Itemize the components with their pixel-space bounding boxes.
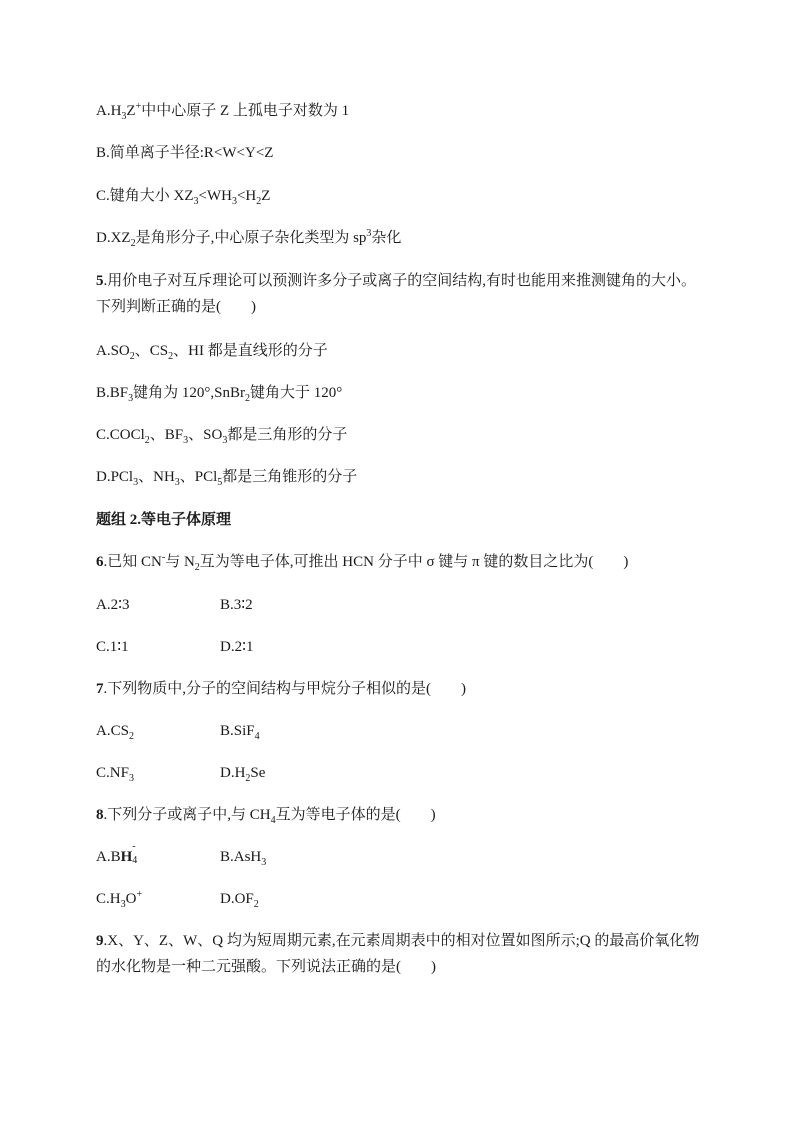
q5-option-c: C.COCl$_2$、$BF_3$、$SO_3$都是三角形的分子 <box>96 427 348 446</box>
q6-option-b: B.3∶2 <box>220 597 253 613</box>
q6-option-c: C.1∶1 <box>96 639 129 655</box>
question-number: 6 <box>96 554 104 570</box>
q8-option-b: B.AsH$_3$ <box>220 849 267 868</box>
q8-options-row-1 <box>96 841 704 868</box>
q5-stem: 5.用价电子对互斥理论可以预测许多分子或离子的空间结构,有时也能用来推测键角的大小。下列判断正确的是( ) <box>96 273 697 315</box>
q4-option-c: C.键角大小 $XZ_3<WH_3<H_2Z$ <box>96 188 271 207</box>
q7-option-d: $D.H_2Se$ <box>220 765 266 784</box>
q5-option-b: $B.BF_3$键角为 120°,SnBr$_2$键角大于 120° <box>96 385 343 404</box>
q5-option-a: $A.SO_2$、$CS_2$、HI 都是直线形的分子 <box>96 343 328 362</box>
q5-option-d: D.PCl$_3$、$NH_3$、PCl$_5$都是三角锥形的分子 <box>96 469 358 488</box>
q6-options-row-2 <box>96 636 704 658</box>
q8-stem: 8.下列分子或离子中,与 $CH_4$互为等电子体的是( ) <box>96 807 436 826</box>
q4-option-b: B.简单离子半径:R<W<Y<Z <box>96 145 274 161</box>
question-number: 9 <box>96 933 104 949</box>
q7-options-row-2 <box>96 762 704 784</box>
group-2-title: 题组 2.等电子体原理 <box>96 512 232 528</box>
q8-options-row-2 <box>96 888 704 910</box>
q6-option-d: D.2∶1 <box>220 639 254 655</box>
q8-option-c: $C.H_3O^+$ <box>96 889 143 910</box>
question-number: 8 <box>96 807 104 823</box>
q6-stem: 6.已知 CN-与 $N_2$互为等电子体,可推出 HCN 分子中 σ 键与 π 键的数目之比为( ) <box>96 552 629 573</box>
q6-option-a: A.2∶3 <box>96 597 130 613</box>
q7-stem: 7.下列物质中,分子的空间结构与甲烷分子相似的是( ) <box>96 681 466 697</box>
q7-option-c: $C.NF_3$ <box>96 765 134 784</box>
q8-option-d: $D.OF_2$ <box>220 891 259 910</box>
q7-option-b: B.SiF$_4$ <box>220 723 260 742</box>
q4-option-d: $D.XZ_2$是角形分子,中心原子杂化类型为 $sp^3$杂化 <box>96 228 402 249</box>
q8-option-a: A.BH - 4 <box>96 841 138 866</box>
q4-option-a: $A.H_3Z^+$中中心原子 Z 上孤电子对数为 1 <box>96 101 350 122</box>
question-number: 5 <box>96 273 104 289</box>
question-number: 7 <box>96 681 104 697</box>
q7-option-a: $A.CS_2$ <box>96 723 134 742</box>
q6-options-row-1 <box>96 594 704 616</box>
q9-stem: 9.X、Y、Z、W、Q 均为短周期元素,在元素周期表中的相对位置如图所示;Q 的最高价氧化物的水化物是一种二元强酸。下列说法正确的是( ) <box>96 933 700 975</box>
q7-options-row-1 <box>96 720 704 742</box>
